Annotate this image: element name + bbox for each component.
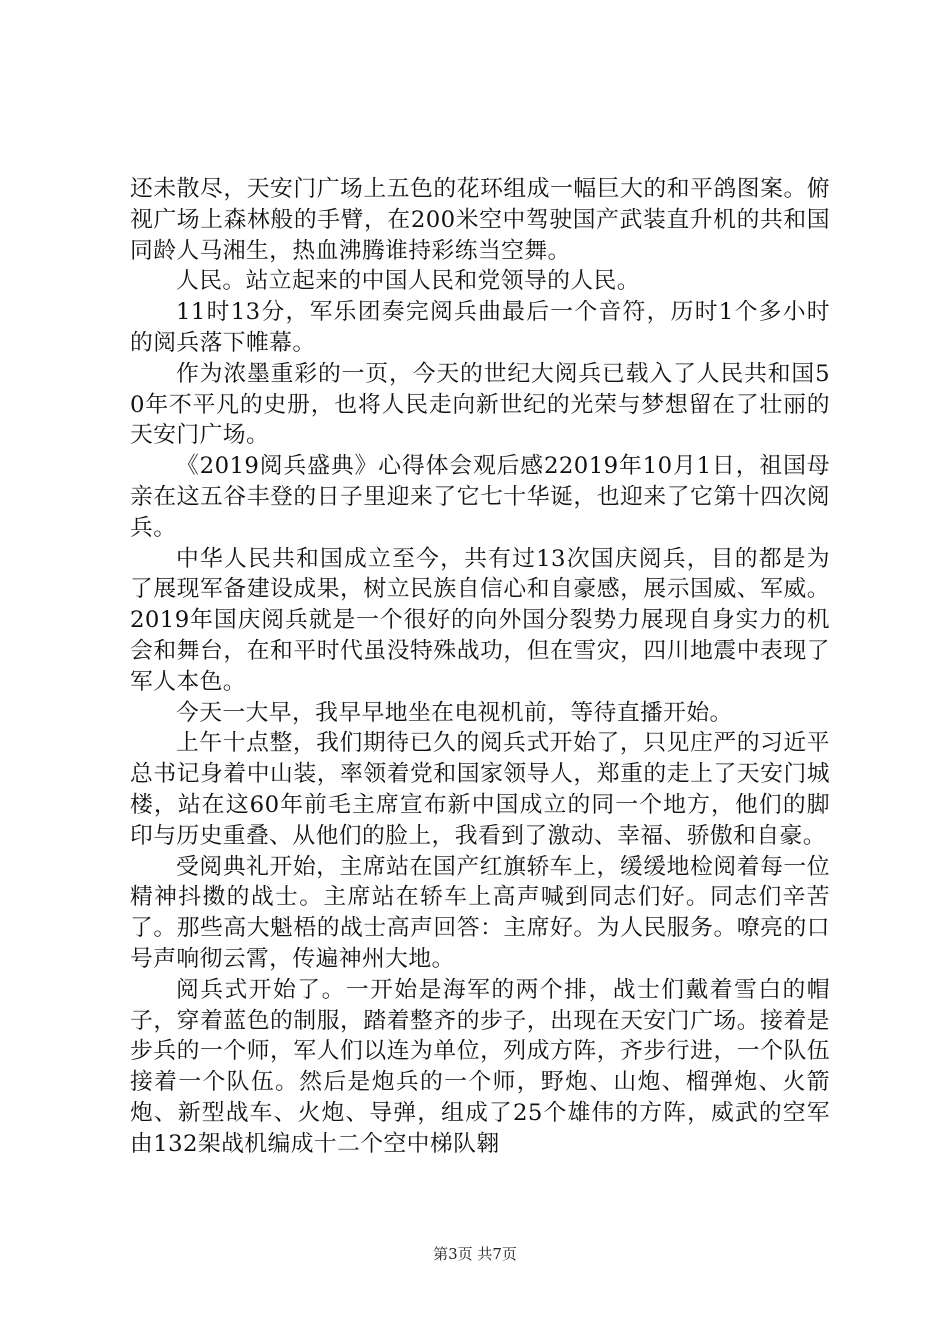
paragraph-1: 还未散尽，天安门广场上五色的花环组成一幅巨大的和平鸽图案。俯视广场上森林般的手臂，在200米空中驾驶国产武装直升机的共和国同龄人马湘生，热血沸腾谁持彩练当空舞。 (130, 176, 830, 264)
page-number-label: 第3页 共7页 (433, 1245, 517, 1263)
paragraph-4: 作为浓墨重彩的一页，今天的世纪大阅兵已载入了人民共和国50年不平凡的史册，也将人民走向新世纪的光荣与梦想留在了壮丽的天安门广场。 (130, 360, 830, 449)
paragraph-9: 受阅典礼开始，主席站在国产红旗轿车上，缓缓地检阅着每一位精神抖擞的战士。主席站在轿车上高声喊到同志们好。同志们辛苦了。那些高大魁梧的战士高声回答：主席好。为人民服务。嘹亮的口号声响彻云霄，传遍神州大地。 (130, 853, 830, 972)
paragraph-6: 中华人民共和国成立至今，共有过13次国庆阅兵，目的都是为了展现军备建设成果，树立民族自信心和自豪感，展示国威、军威。2019年国庆阅兵就是一个很好的向外国分裂势力展现自身实力的机会和舞台，在和平时代虽没特殊战功，但在雪灾，四川地震中表现了军人本色。 (130, 545, 830, 695)
paragraph-3: 11时13分，军乐团奏完阅兵曲最后一个音符，历时1个多小时的阅兵落下帷幕。 (130, 299, 830, 356)
document-body (130, 174, 830, 1160)
paragraph-7: 今天一大早，我早早地坐在电视机前，等待直播开始。 (176, 699, 733, 726)
paragraph-10: 阅兵式开始了。一开始是海军的两个排，战士们戴着雪白的帽子，穿着蓝色的制服，踏着整齐的步子，出现在天安门广场。接着是步兵的一个师，军人们以连为单位，列成方阵，齐步行进，一个队伍接着一个队伍。然后是炮兵的一个师，野炮、山炮、榴弹炮、火箭炮、新型战车、火炮、导弹，组成了25个雄伟的方阵，威武的空军由132架战机编成十二个空中梯队翱 (130, 976, 830, 1157)
paragraph-5: 《2019阅兵盛典》心得体会观后感22019年10月1日，祖国母亲在这五谷丰登的日子里迎来了它七十华诞，也迎来了它第十四次阅兵。 (130, 453, 830, 541)
paragraph-2: 人民。站立起来的中国人民和党领导的人民。 (176, 268, 640, 295)
page-footer (0, 1244, 950, 1264)
paragraph-8: 上午十点整，我们期待已久的阅兵式开始了，只见庄严的习近平总书记身着中山装，率领着党和国家领导人，郑重的走上了天安门城楼，站在这60年前毛主席宣布新中国成立的同一个地方，他们的脚印与历史重叠、从他们的脸上，我看到了激动、幸福、骄傲和自豪。 (130, 730, 830, 849)
